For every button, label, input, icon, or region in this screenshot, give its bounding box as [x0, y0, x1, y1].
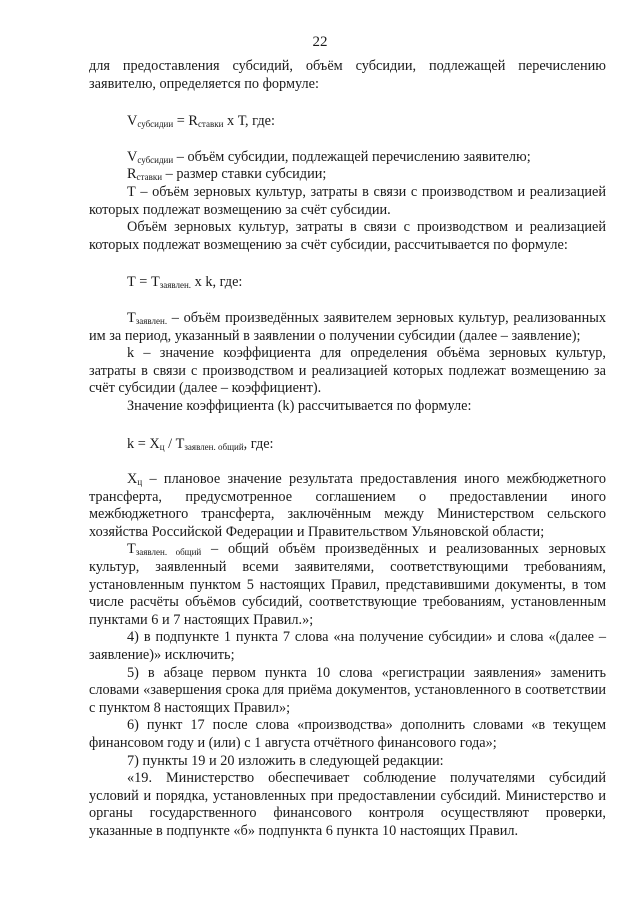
item-4: 4) в подпункте 1 пункта 7 слова «на получение субсидии» и слова «(далее – заявление)» исключить;: [89, 629, 606, 664]
definition-k: k – значение коэффициента для определения объёма зерновых культур, затраты в связи с производством и реализацией которых подлежат возмещению за счёт субсидии (далее – коэффициент).: [89, 345, 606, 397]
definition-v-subsidy: $V_{субсидии}$ – объём субсидии, подлежащей перечислению заявителю;: [127, 148, 531, 165]
item-7: 7) пункты 19 и 20 изложить в следующей редакции:: [127, 752, 444, 769]
item-6: 6) пункт 17 после слова «производства» дополнить словами «в текущем финансовом году и (или) с 1 августа отчётного финансового года»;: [89, 717, 606, 751]
definition-t-total: $Т_{заявлен. общий}$ – общий объём произведённых и реализованных зерновых культур, заявленный всеми заявителями, соответствующими требованиям, установленным пунктом 5 настоящих Правил, представившими документы, в том числе расчёты объёмов субсидий, соответствующие требованиям, установленным пунктами 6 и 7 настоящих Правил.»;: [89, 541, 607, 628]
item-5: 5) в абзаце первом пункта 10 слова «регистрации заявления» заменить словами «завершения срока для приёма документов, установленного в соответствии с пунктом 8 настоящих Правил»;: [89, 664, 606, 716]
page-number: 22: [312, 34, 328, 50]
definition-x-plan: $Х_ц$ – плановое значение результата предоставления иного межбюджетного трансферта, предусмотренное соглашением о предоставлении иного межбюджетного трансферта, заключённым между Министерством сельского хозяйства Российской Федерации и Правительством Ульяновской области;: [89, 471, 606, 540]
formula-subsidy: $V_{субсидии} = R_{ставки}$ х Т, где:: [127, 113, 275, 130]
paragraph-intro: для предоставления субсидий, объём субсидии, подлежащей перечислению заявителю, определяется по формуле:: [89, 58, 606, 92]
definition-t-declared: $Т_{заявлен.}$ – объём произведённых заявителем зерновых культур, реализованных им за период, указанный в заявлении о получении субсидии (далее – заявление);: [89, 309, 606, 344]
document-body: [89, 58, 606, 841]
paragraph-coefficient: Значение коэффициента (k) рассчитывается по формуле:: [127, 397, 472, 414]
definition-r-rate: $R_{ставки}$ – размер ставки субсидии;: [127, 166, 327, 183]
definition-t: Т – объём зерновых культур, затраты в связи с производством и реализацией которых подлежат возмещению за счёт субсидии.: [89, 183, 606, 218]
item-19: «19. Министерство обеспечивает соблюдение получателями субсидий условий и порядка, установленных при предоставлении субсидий. Министерство и органы государственного финансового контроля осуществляют проверки, указанные в подпункте «б» подпункта 6 пункта 10 настоящих Правил.: [89, 770, 606, 839]
formula-coefficient: $k = Х_ц / Т_{заявлен. общий}$, где:: [127, 435, 274, 452]
formula-volume: $Т = Т_{заявлен.}$ х k, где:: [127, 274, 243, 291]
paragraph-volume: Объём зерновых культур, затраты в связи с производством и реализацией которых подлежат возмещению за счёт субсидии, рассчитывается по формуле:: [89, 219, 606, 253]
